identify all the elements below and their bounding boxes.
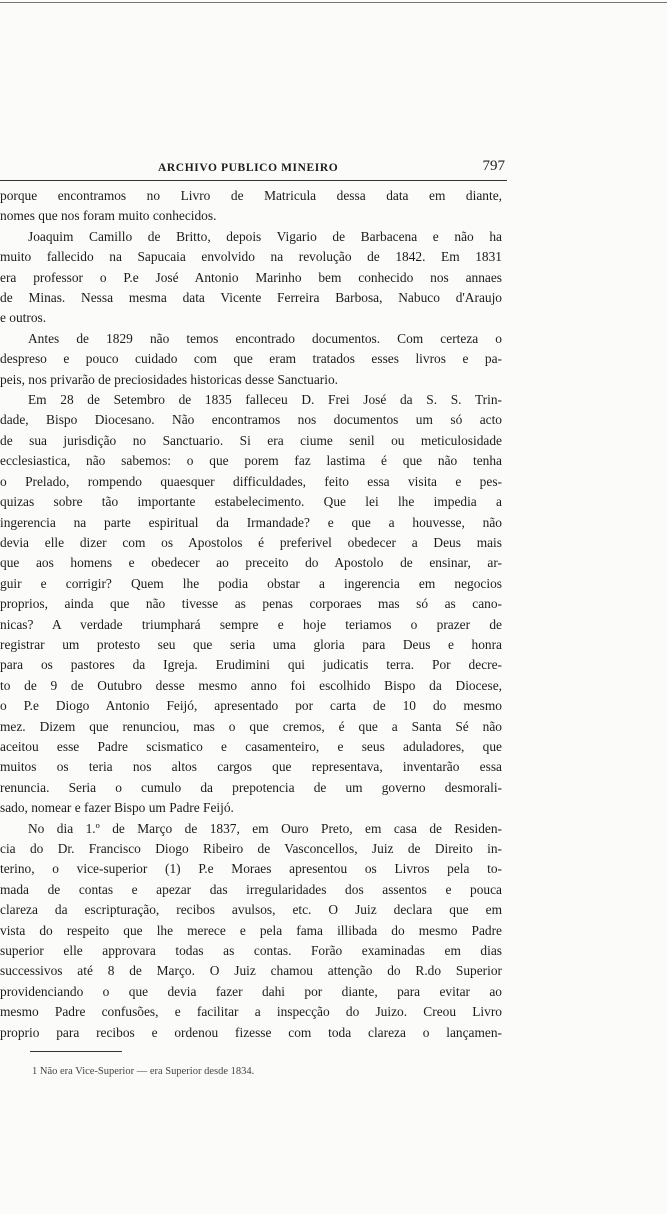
text-line: devia elle dizer com os Apostolos é preferivel obedecer a Deus mais bbox=[0, 534, 502, 550]
page-top-rule bbox=[0, 2, 667, 3]
text-line: guir e corrigir? Quem lhe podia obstar a ingerencia em negocios bbox=[0, 575, 502, 591]
text-line: registrar um protesto seu que seria uma gloria para Deus e honra bbox=[0, 636, 502, 652]
text-line: despreso e pouco cuidado com que eram tratados esses livros e pa- bbox=[0, 351, 502, 367]
text-line: nomes que nos foram muito conhecidos. bbox=[0, 208, 217, 224]
text-line: mada de contas e apezar das irregularidades dos assentos e pouca bbox=[0, 881, 502, 897]
text-line: muito fallecido na Sapucaia envolvido na revolução de 1842. Em 1831 bbox=[0, 249, 502, 265]
text-line: muitos os teria nos altos cargos que representava, inventarão essa bbox=[0, 759, 502, 775]
text-line: successivos até 8 de Março. O Juiz chamou attenção do R.do Superior bbox=[0, 963, 502, 979]
running-head bbox=[0, 156, 667, 180]
text-line: ingerencia na parte espiritual da Irmandade? e que a houvesse, não bbox=[0, 514, 502, 530]
text-line: mesmo Padre confusões, e facilitar a inspecção do Juizo. Creou Livro bbox=[0, 1004, 502, 1020]
paragraph bbox=[0, 329, 502, 390]
text-line: to de 9 de Outubro desse mesmo anno foi escolhido Bispo da Diocese, bbox=[0, 677, 502, 693]
text-line: Joaquim Camillo de Britto, depois Vigario de Barbacena e não ha bbox=[28, 228, 502, 244]
text-line: o P.e Diogo Antonio Feijó, apresentado por carta de 10 do mesmo bbox=[0, 698, 502, 714]
text-line: proprio para recibos e ordenou fizesse com toda clareza o lançamen- bbox=[0, 1024, 502, 1040]
text-line: ecclesiastica, não sabemos: o que porem faz lastima é que não tenha bbox=[0, 453, 502, 469]
text-line: No dia 1.º de Março de 1837, em Ouro Preto, em casa de Residen- bbox=[28, 820, 502, 836]
text-line: superior elle approvara todas as contas. Forão examinadas em dias bbox=[0, 943, 502, 959]
text-line: cia do Dr. Francisco Diogo Ribeiro de Vasconcellos, Juiz de Direito in- bbox=[0, 841, 502, 856]
text-line: peis, nos privarão de preciosidades historicas desse Sanctuario. bbox=[0, 371, 339, 387]
text-line: e outros. bbox=[0, 310, 47, 326]
text-line: era professor o P.e José Antonio Marinho bem conhecido nos annaes bbox=[0, 269, 502, 285]
text-line: sado, nomear e fazer Bispo um Padre Feijó. bbox=[0, 800, 234, 816]
paragraph bbox=[0, 186, 502, 227]
paragraph bbox=[0, 390, 502, 819]
text-line: de Minas. Nessa mesma data Vicente Ferreira Barbosa, Nabuco d'Araujo bbox=[0, 290, 502, 306]
text-line: para os pastores da Igreja. Erudimini qui judicatis terra. Por decre- bbox=[0, 657, 502, 673]
text-line: que aos homens e obedecer ao preceito do Apostolo de ensinar, ar- bbox=[0, 555, 502, 571]
text-line: proprios, ainda que não tivesse as penas corporaes mas só as cano- bbox=[0, 596, 502, 612]
body-text bbox=[0, 186, 502, 1043]
header-rule bbox=[0, 180, 507, 181]
text-line: mez. Dizem que renunciou, mas o que cremos, é que a Santa Sé não bbox=[0, 718, 502, 734]
text-line: clareza da escripturação, recibos avulsos, etc. O Juiz declara que em bbox=[0, 902, 502, 918]
text-line: quizas sobre tão importante estabelecimento. Que lei lhe impedia a bbox=[0, 494, 502, 510]
text-line: Antes de 1829 não temos encontrado documentos. Com certeza o bbox=[28, 330, 502, 346]
text-line: porque encontramos no Livro de Matricula dessa data em diante, bbox=[0, 188, 502, 203]
footnote-rule bbox=[30, 1051, 122, 1052]
running-title: ARCHIVO PUBLICO MINEIRO bbox=[158, 162, 339, 174]
text-line: vista do respeito que lhe merece e pela fama illibada do mesmo Padre bbox=[0, 922, 502, 938]
text-line: dade, Bispo Diocesano. Não encontramos nos documentos um só acto bbox=[0, 412, 502, 428]
text-line: providenciando o que devia fazer dahi por diante, para evitar ao bbox=[0, 983, 502, 999]
text-line: de sua jurisdição no Sanctuario. Si era ciume senil ou meticulosidade bbox=[0, 432, 502, 448]
text-line: terino, o vice-superior (1) P.e Moraes apresentou os Livros pela to- bbox=[0, 861, 502, 877]
text-line: o Prelado, rompendo quaesquer difficuldades, feito essa visita e pes- bbox=[0, 473, 502, 489]
footnote: 1 Não era Vice-Superior — era Superior desde 1834. bbox=[32, 1066, 255, 1077]
page-number: 797 bbox=[482, 158, 505, 174]
text-line: nicas? A verdade triumphará sempre e hoje teriamos o prazer de bbox=[0, 616, 502, 632]
text-line: Em 28 de Setembro de 1835 falleceu D. Frei José da S. S. Trin- bbox=[28, 392, 502, 408]
text-line: renuncia. Seria o cumulo da prepotencia de um governo desmorali- bbox=[0, 779, 502, 795]
paragraph bbox=[0, 227, 502, 329]
text-line: aceitou esse Padre scismatico e casamenteiro, e seus aduladores, que bbox=[0, 738, 502, 754]
paragraph bbox=[0, 819, 502, 1043]
